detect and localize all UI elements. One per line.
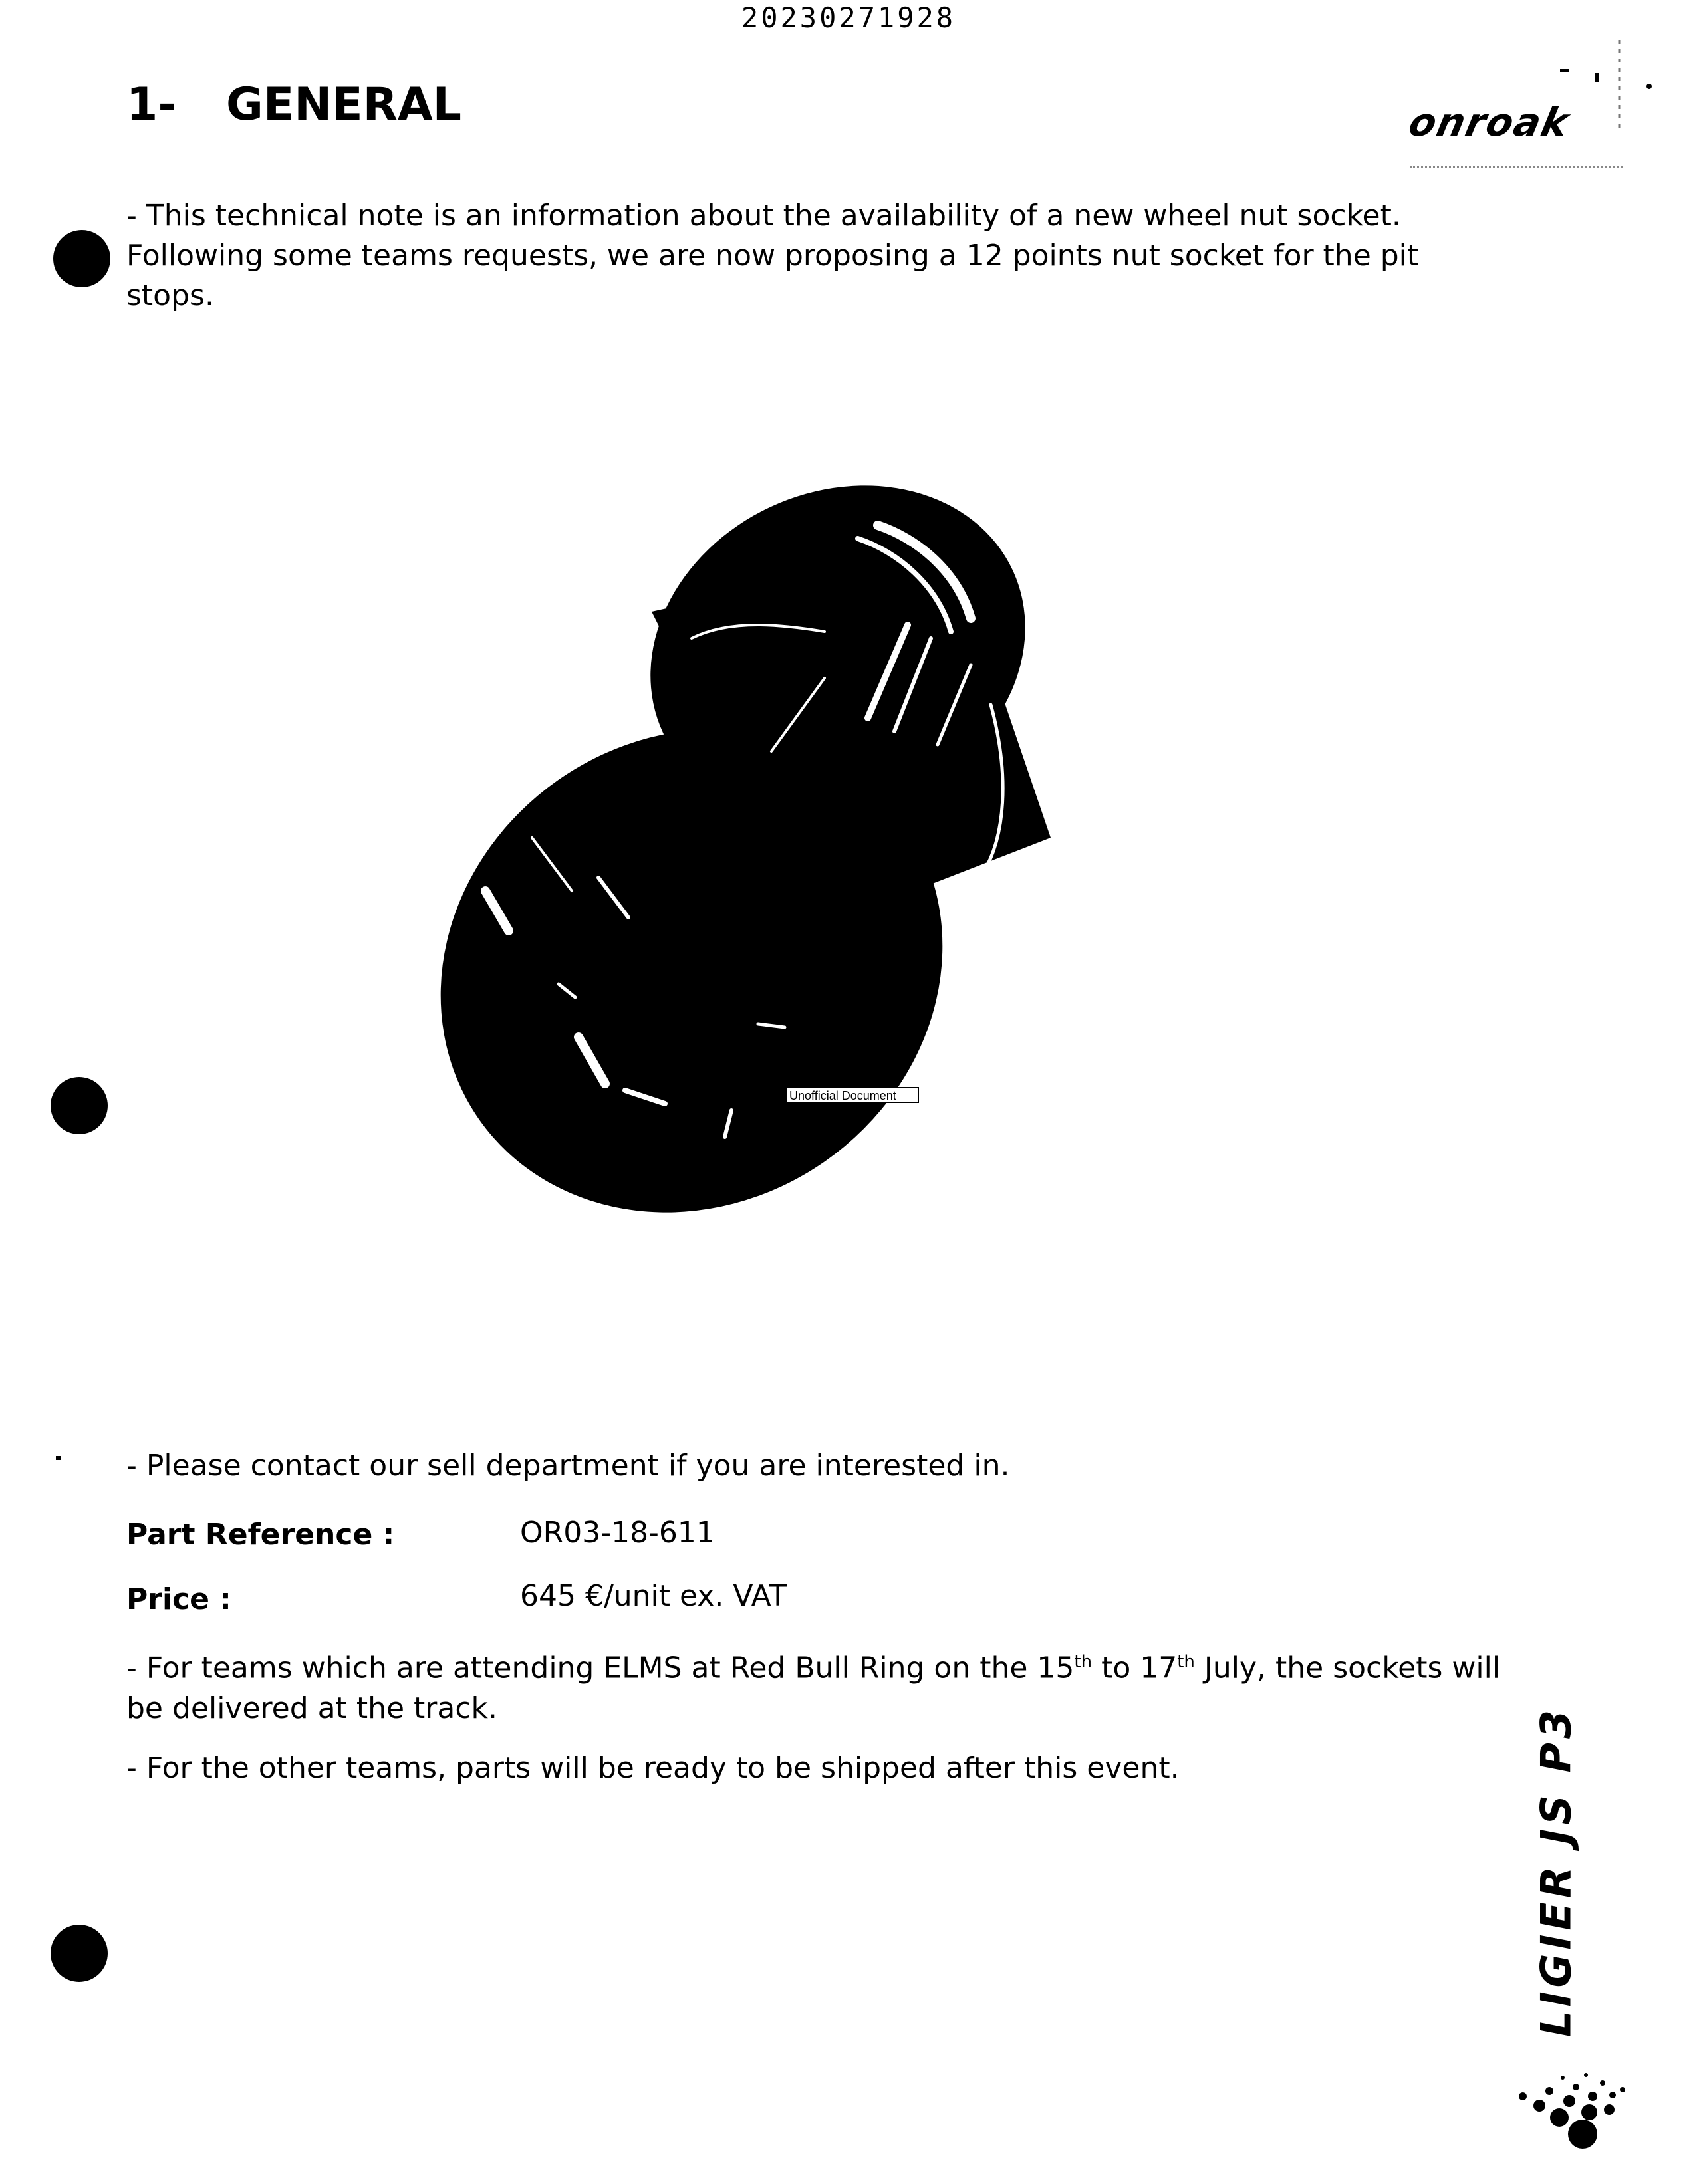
punch-hole-middle [51,1077,108,1134]
elms-text-end: July, the sockets will be delivered at the track. [126,1651,1501,1725]
vertical-brand-text: LIGIER JS P3 [1531,1705,1581,2038]
elms-paragraph [126,1642,1509,1729]
unofficial-document-stamp: Unofficial Document [786,1087,919,1103]
section-number: 1- [126,78,177,131]
intro-paragraph: - This technical note is an information about the availability of a new wheel nut socket. Following some teams requests, we are now proposing a 12 points nut socket for the pit stops. [126,199,1419,312]
punch-hole-bottom [51,1925,108,1982]
document-id: 20230271928 [741,1,956,34]
section-heading [126,78,461,131]
part-reference-label: Part Reference : [126,1518,395,1552]
section-title: GENERAL [226,78,461,131]
other-teams-paragraph: - For the other teams, parts will be ready to be shipped after this event. [126,1751,1180,1785]
scan-artifact-marks [1549,40,1656,133]
contact-paragraph: - Please contact our sell department if you are interested in. [126,1449,1010,1483]
ordinal-suffix-15: th [1074,1652,1093,1672]
punch-hole-top [53,230,110,287]
price-value: 645 €/unit ex. VAT [520,1579,787,1613]
elms-text-middle: to 17 [1092,1651,1178,1685]
elms-text-start: - For teams which are attending ELMS at Red Bull Ring on the 15 [126,1651,1075,1685]
wheel-nut-socket-image [399,465,1130,1217]
part-reference-value: OR03-18-611 [520,1516,715,1550]
logo-underline [1410,166,1623,168]
ligier-js-p3-logo [1523,1705,1589,2038]
dot-pattern-logo-icon [1509,2071,1636,2151]
ordinal-suffix-17: th [1177,1652,1195,1672]
onroak-logo: onroak [1404,100,1574,145]
price-label: Price : [126,1582,231,1616]
scan-speck [56,1456,61,1460]
